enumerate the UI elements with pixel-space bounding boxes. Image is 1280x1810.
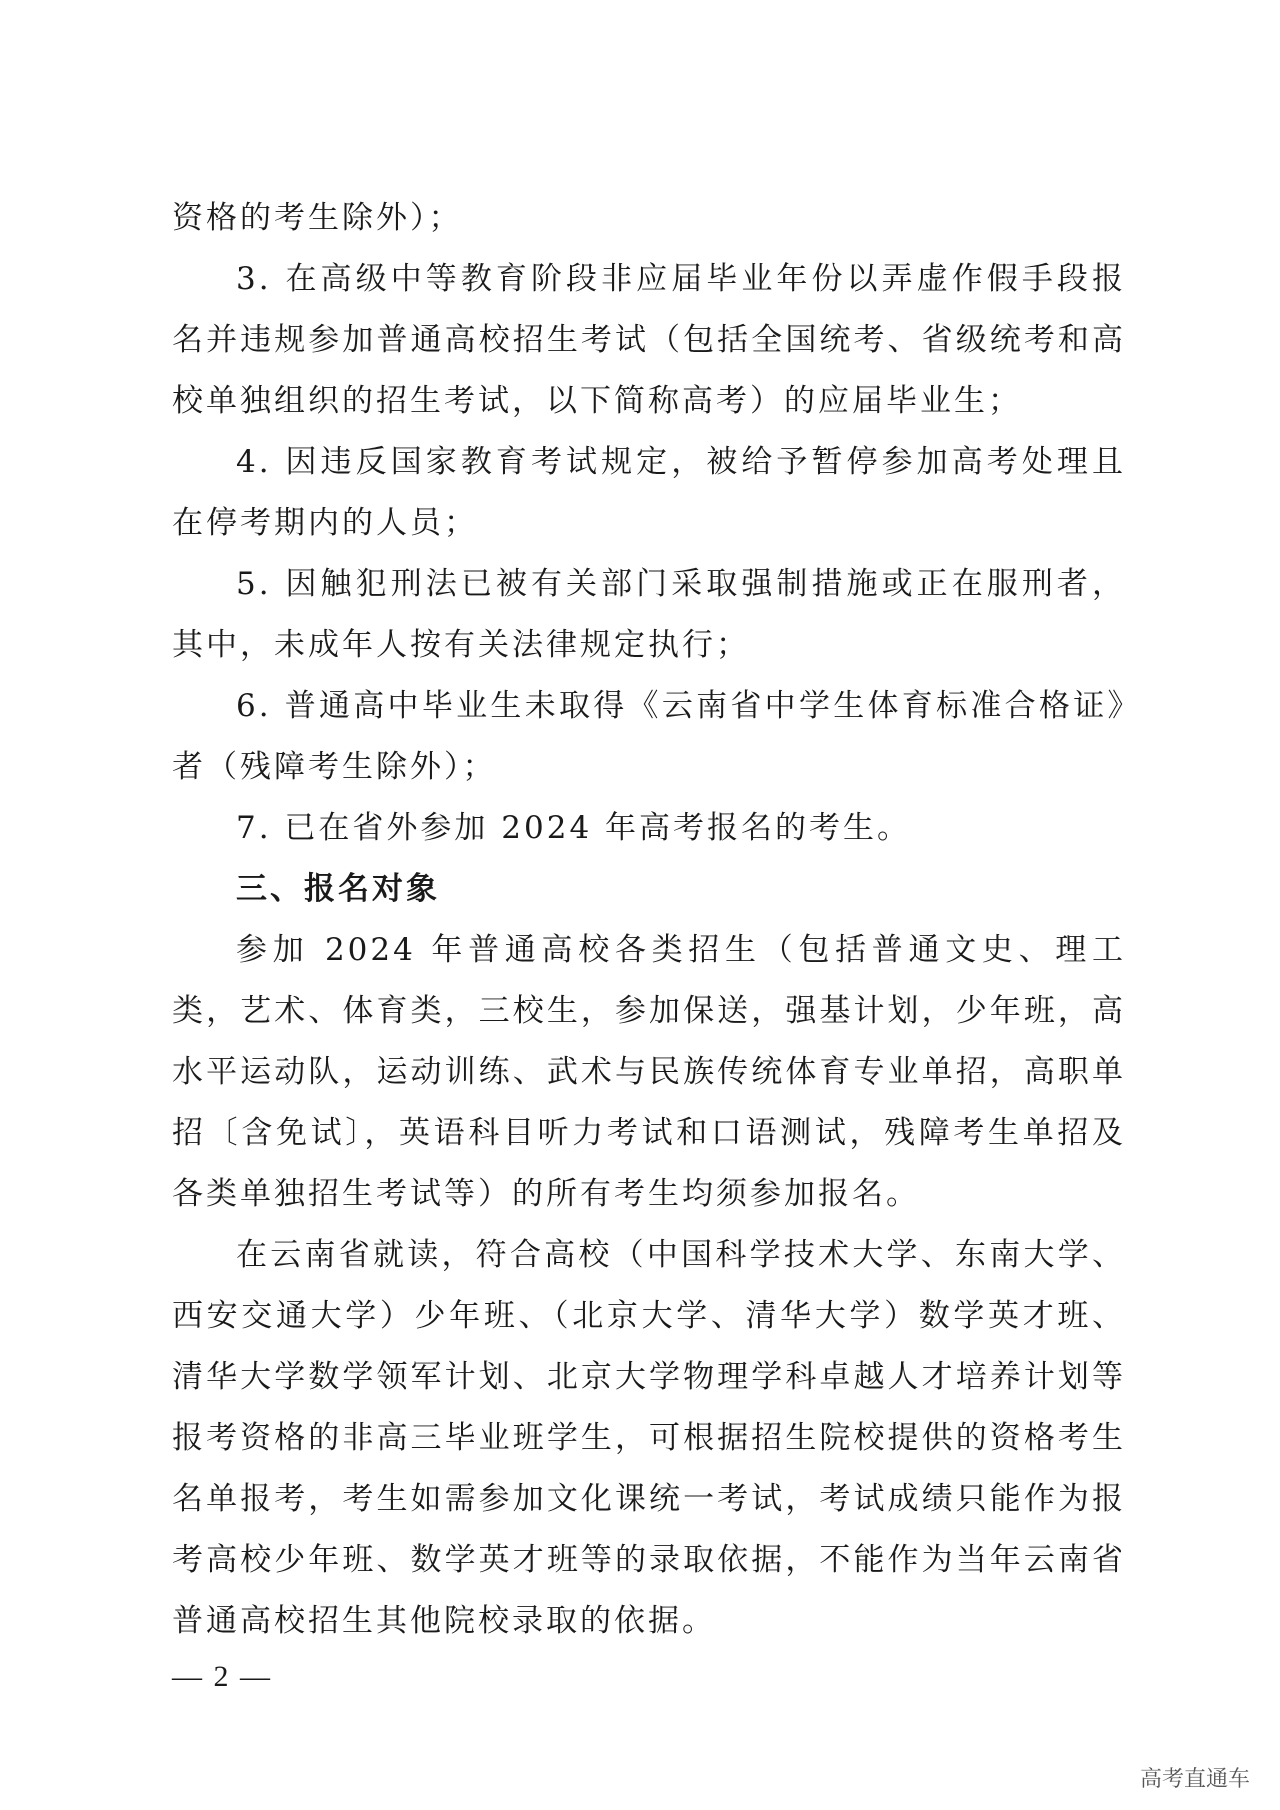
page-number: — 2 — (172, 1660, 272, 1693)
paragraph-item-6: 6. 普通高中毕业生未取得《云南省中学生体育标准合格证》者（残障考生除外）； (172, 688, 1126, 785)
watermark: 高考直通车 (1139, 1767, 1250, 1792)
paragraph-item-7: 7. 已在省外参加 2024 年高考报名的考生。 (236, 810, 912, 846)
paragraph-item-4: 4. 因违反国家教育考试规定，被给予暂停参加高考处理且在停考期内的人员； (172, 444, 1126, 541)
document-body (172, 188, 1126, 1652)
paragraph-applicants: 参加 2024 年普通高校各类招生（包括普通文史、理工类，艺术、体育类，三校生，参加保送，强基计划，少年班，高水平运动队，运动训练、武术与民族传统体育专业单招，高职单招〔含免试〕，英语科目听力考试和口语测试，残障考生单招及各类单独招生考试等）的所有考生均须参加报名。 (172, 932, 1126, 1212)
section-heading: 三、报名对象 (236, 871, 440, 907)
paragraph-item-5: 5. 因触犯刑法已被有关部门采取强制措施或正在服刑者，其中，未成年人按有关法律规定执行； (172, 566, 1126, 663)
paragraph-continuation: 资格的考生除外）； (172, 200, 463, 236)
paragraph-special-classes: 在云南省就读，符合高校（中国科学技术大学、东南大学、西安交通大学）少年班、（北京大学、清华大学）数学英才班、清华大学数学领军计划、北京大学物理学科卓越人才培养计划等报考资格的非高三毕业班学生，可根据招生院校提供的资格考生名单报考，考生如需参加文化课统一考试，考试成绩只能作为报考高校少年班、数学英才班等的录取依据，不能作为当年云南省普通高校招生其他院校录取的依据。 (172, 1237, 1126, 1639)
paragraph-item-3: 3. 在高级中等教育阶段非应届毕业年份以弄虚作假手段报名并违规参加普通高校招生考试（包括全国统考、省级统考和高校单独组织的招生考试，以下简称高考）的应届毕业生； (172, 261, 1126, 419)
